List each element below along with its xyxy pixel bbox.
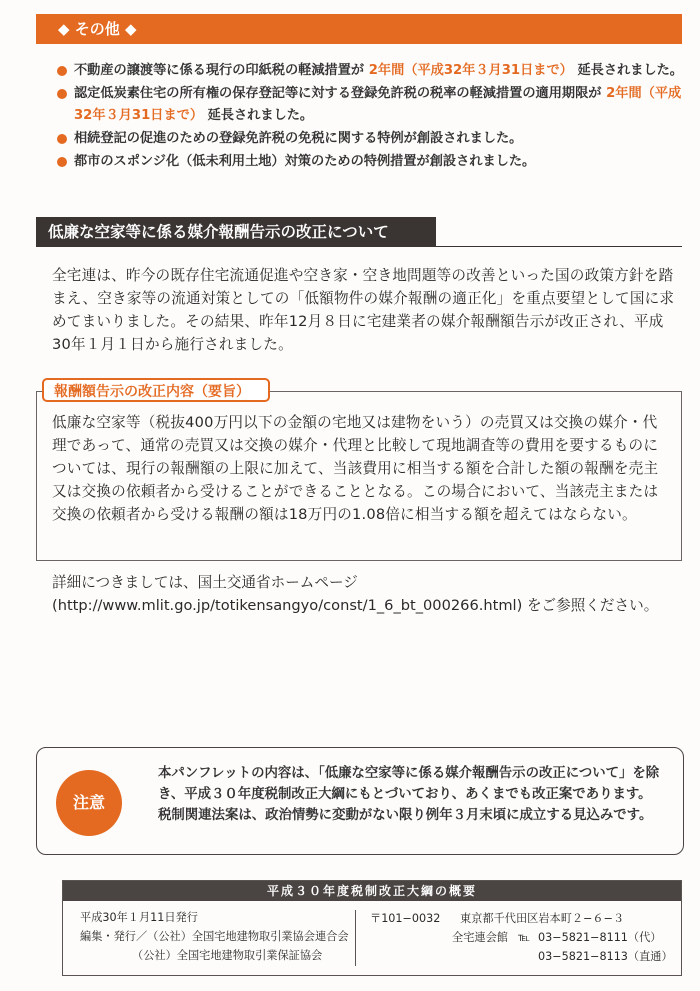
details-line: 詳細につきましては、国土交通省ホームページ	[52, 574, 358, 591]
notice-line: 本パンフレットの内容は、「低廉な空家等に係る媒介報酬告示の改正について」を除き、平成３０年度税制改正大綱にもとづいており、あくまでも改正案であります。	[158, 766, 660, 802]
details-url-line[interactable]: (http://www.mlit.go.jp/totikensangyo/const/1_6_bt_000266.html) をご参照ください。	[52, 597, 659, 614]
footer-publisher-block	[80, 908, 350, 965]
tel-direct: 03−5821−8113（直通）	[538, 950, 673, 963]
issue-date: 平成30年１月11日発行	[80, 911, 198, 924]
list-item: 不動産の譲渡等に係る現行の印紙税の軽減措置が 2年間（平成32年３月31日まで） 延長されました。	[54, 60, 684, 82]
postal-code: 〒101−0032	[370, 912, 441, 925]
notice-line: 税制関連法案は、政治情勢に変動がない限り例年３月末頃に成立する見込みです。	[158, 808, 653, 823]
footer-header: 平成３０年度税制改正大綱の概要	[63, 881, 681, 901]
address-line	[370, 909, 675, 928]
list-item: 認定低炭素住宅の所有権の保存登記等に対する登録免許税の税率の軽減措置の適用期限が 2年間（平成32年３月31日まで） 延長されました。	[54, 83, 684, 127]
section-underline	[436, 246, 682, 247]
address: 東京都千代田区岩本町２−６−３	[460, 912, 625, 925]
sonota-header: ◆ その他 ◆	[36, 14, 682, 44]
tel-line	[370, 947, 675, 966]
footer-contact-block	[370, 909, 675, 966]
tax-bullet-list	[54, 60, 684, 174]
notice-text	[158, 763, 673, 826]
tel-line	[370, 928, 675, 947]
summary-label: 報酬額告示の改正内容（要旨）	[42, 378, 270, 402]
section-title: 低廉な空家等に係る媒介報酬告示の改正について	[36, 217, 436, 247]
phone-icon: ℡	[518, 931, 531, 944]
building-name: 全宅連会館	[452, 931, 508, 944]
list-item: 相続登記の促進のための登録免許税の免税に関する特例が創設されました。	[54, 128, 684, 150]
tel-main: 03−5821−8111（代）	[538, 931, 662, 944]
details-text	[52, 571, 692, 617]
summary-text: 低廉な空家等（税抜400万円以下の金額の宅地又は建物をいう）の売買又は交換の媒介・代理であって、通常の売買又は交換の媒介・代理と比較して現地調査等の費用を要するものについては、現行の報酬額の上限に加えて、当該費用に相当する額を合計した額の報酬を売主又は交換の依頼者から受けることができることとなる。この場合において、当該売主または交換の依頼者から受ける報酬の額は18万円の1.08倍に相当する額を超えてはならない。	[52, 414, 659, 523]
publisher-line: 編集・発行／（公社）全国宅地建物取引業協会連合会	[80, 930, 349, 943]
intro-paragraph: 全宅連は、昨今の既存住宅流通促進や空き家・空き地問題等の改善といった国の政策方針を踏まえ、空き家等の流通対策としての「低額物件の媒介報酬の適正化」を重点要望として国に求めてまいりました。その結果、昨年12月８日に宅建業者の媒介報酬額告示が改正され、平成30年１月１日から施行されました。	[52, 267, 675, 353]
list-item: 都市のスポンジ化（低未利用土地）対策のための特例措置が創設されました。	[54, 151, 684, 173]
publisher-line: （公社）全国宅地建物取引業保証協会	[132, 949, 323, 962]
notice-badge: 注意	[56, 770, 122, 836]
footer-divider	[355, 910, 356, 966]
